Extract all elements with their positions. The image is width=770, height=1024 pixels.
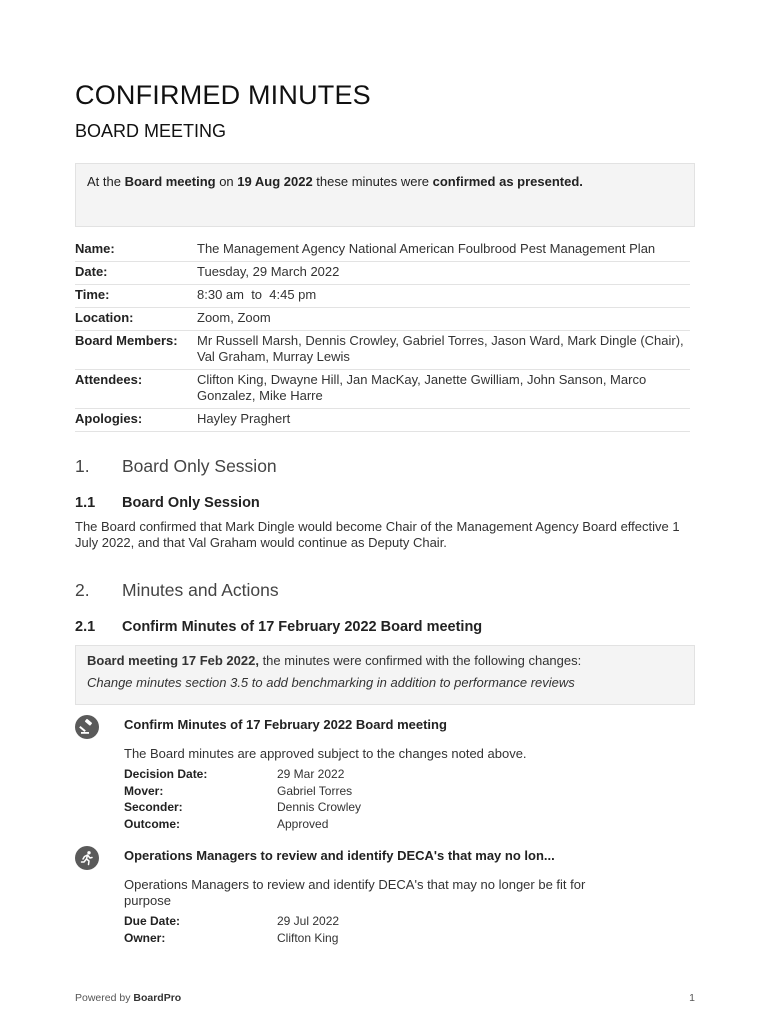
minutes-changes-box (75, 645, 695, 705)
powered-by (75, 992, 181, 1004)
details-row-location (75, 308, 690, 331)
decision-date-label: Decision Date: (124, 767, 208, 781)
seconder-value: Dennis Crowley (277, 800, 362, 814)
decision-title: Confirm Minutes of 17 February 2022 Board meeting (124, 717, 447, 732)
subsection-heading-2-1 (75, 619, 695, 635)
apologies-label: Apologies: (75, 409, 197, 432)
name-value: The Management Agency National American Foulbrood Pest Management Plan (197, 239, 690, 262)
section-heading-2 (75, 580, 695, 601)
action-description: Operations Managers to review and identify DECA's that may no longer be fit for purpose (124, 877, 586, 908)
owner-label: Owner: (124, 930, 166, 945)
decision-description: The Board minutes are approved subject to the changes noted above. (124, 746, 527, 761)
owner-row (124, 930, 695, 947)
outcome-label: Outcome: (124, 816, 181, 831)
section-heading-1 (75, 456, 695, 477)
confirmation-box (75, 163, 695, 227)
section-title: Minutes and Actions (122, 580, 279, 600)
members-label: Board Members: (75, 331, 197, 370)
confirm-meeting: Board meeting (124, 174, 216, 189)
due-date-row (124, 913, 695, 930)
mover-row (124, 783, 695, 800)
page-footer (75, 992, 695, 1004)
page-title: CONFIRMED MINUTES (75, 80, 371, 110)
apologies-value: Hayley Praghert (197, 409, 690, 432)
page-subtitle: BOARD MEETING (75, 121, 227, 141)
details-row-name (75, 239, 690, 262)
minutes-change-item: Change minutes section 3.5 to add benchmarking in addition to performance reviews (87, 675, 575, 690)
details-row-time (75, 285, 690, 308)
date-value: Tuesday, 29 March 2022 (197, 262, 690, 285)
details-row-members (75, 331, 690, 370)
confirm-prefix: At the (87, 174, 125, 189)
minutes-changes-line (87, 650, 683, 672)
minutes-changes-text: the minutes were confirmed with the following changes: (258, 653, 582, 668)
running-person-icon (75, 846, 99, 870)
attendees-value: Clifton King, Dwayne Hill, Jan MacKay, Janette Gwilliam, John Sanson, Marco Gonzalez, Mike Harre (197, 370, 690, 409)
due-date-value: 29 Jul 2022 (277, 914, 340, 928)
members-value: Mr Russell Marsh, Dennis Crowley, Gabriel Torres, Jason Ward, Mark Dingle (Chair), Val Graham, Murray Lewis (197, 331, 690, 370)
action-item (75, 848, 695, 946)
subsection-number: 2.1 (75, 619, 96, 635)
attendees-label: Attendees: (75, 370, 197, 409)
action-title: Operations Managers to review and identify DECA's that may no lon... (124, 848, 555, 863)
section-title: Board Only Session (122, 456, 277, 476)
action-fields (124, 913, 695, 946)
powered-by-text: Powered by (75, 992, 134, 1004)
name-label: Name: (75, 239, 197, 262)
section-number: 1. (75, 456, 90, 476)
meeting-details-table (75, 239, 690, 432)
details-row-apologies (75, 409, 690, 432)
decision-date-value: 29 Mar 2022 (277, 767, 345, 781)
decision-fields (124, 766, 695, 832)
section-number: 2. (75, 580, 90, 600)
subsection-heading-1-1 (75, 495, 695, 511)
brand-name: BoardPro (133, 992, 182, 1004)
outcome-row (124, 816, 695, 833)
subsection-title: Board Only Session (122, 495, 260, 511)
decision-item (75, 717, 695, 832)
minutes-page (75, 80, 695, 946)
confirm-mid2: these minutes were (312, 174, 433, 189)
time-value: 8:30 am to 4:45 pm (197, 285, 690, 308)
mover-value: Gabriel Torres (277, 783, 353, 798)
location-label: Location: (75, 308, 197, 331)
due-date-label: Due Date: (124, 914, 181, 928)
gavel-icon (75, 715, 99, 739)
decision-date-row (124, 766, 695, 783)
seconder-label: Seconder: (124, 800, 183, 814)
details-row-date (75, 262, 690, 285)
minutes-meeting-ref: Board meeting 17 Feb 2022, (87, 653, 259, 668)
details-row-attendees (75, 370, 690, 409)
confirm-date: 19 Aug 2022 (237, 174, 313, 189)
owner-value: Clifton King (277, 930, 339, 945)
subsection-title: Confirm Minutes of 17 February 2022 Board meeting (122, 619, 483, 635)
section-1-text: The Board confirmed that Mark Dingle would become Chair of the Management Agency Board effective 1 July 2022, and that Val Graham would continue as Deputy Chair. (75, 519, 680, 550)
date-label: Date: (75, 262, 197, 285)
subsection-number: 1.1 (75, 495, 96, 511)
seconder-row (124, 799, 695, 816)
mover-label: Mover: (124, 783, 164, 798)
page-number: 1 (689, 992, 695, 1004)
location-value: Zoom, Zoom (197, 308, 690, 331)
outcome-value: Approved (277, 816, 329, 831)
confirm-mid1: on (215, 174, 238, 189)
time-label: Time: (75, 285, 197, 308)
confirm-status: confirmed as presented. (432, 174, 583, 189)
